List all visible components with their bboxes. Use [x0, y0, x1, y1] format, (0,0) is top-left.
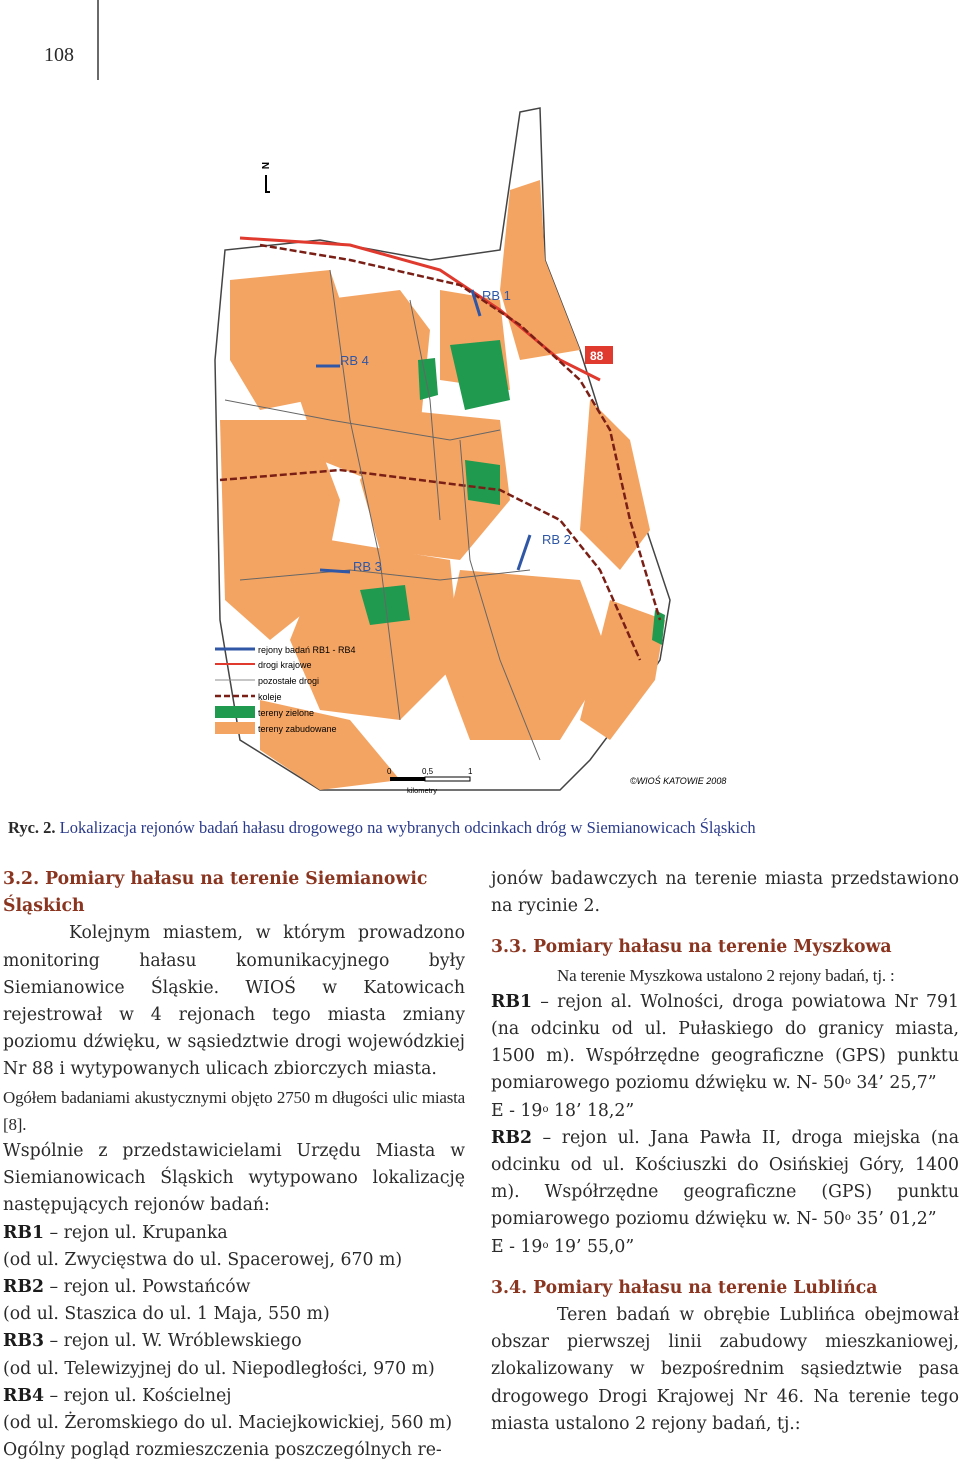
caption-label: Ryc. 2. [8, 818, 56, 837]
scale-unit: kilometry [407, 786, 438, 795]
myszkow-rb2 [491, 1125, 959, 1261]
map-copyright: ©WIOŚ KATOWIE 2008 [630, 776, 727, 786]
region-rb4 [3, 1383, 465, 1410]
road-88-label: 88 [590, 349, 604, 363]
region-description: – rejon al. Wolności, droga powiatowa Nr 791 (na odcinku od ul. Pułaskiego do granicy miasta, 1500 m). Współrzędne geograficzne (GPS) punktu pomiarowego poziomu dźwięku w. N- 50 [491, 991, 959, 1094]
scale-tick-0: 0 [387, 767, 392, 776]
district-map [200, 100, 900, 800]
rb4-label: RB 4 [340, 353, 369, 368]
region-code: RB1 [491, 991, 532, 1012]
legend-label-rb: rejony badań RB1 - RB4 [258, 645, 356, 655]
region-rb1 [3, 1220, 465, 1247]
paragraph-intro: Kolejnym miastem, w którym prowadzono monitoring hałasu komunikacyjnego były Siemianowice Śląskie. WIOŚ w Katowicach rejestrował w 4 rejonach tego miasta zmiany poziomu dźwięku, w sąsiedztwie drogi wojewódzkiej Nr 88 i wytypowanych ulicach zbiorczych miasta. [3, 923, 465, 1080]
degree-sign: o [542, 1239, 549, 1251]
page-divider [97, 0, 99, 80]
degree-sign: o [844, 1212, 851, 1224]
paragraph-overview: Ogólny pogląd rozmieszczenia poszczególnych re- [3, 1440, 442, 1461]
paragraph-myszkow-intro: Na terenie Myszkowa ustalono 2 rejony badań, tj. : [557, 965, 895, 985]
coord-e-prefix: E - 19 [491, 1100, 543, 1121]
page-number: 108 [44, 44, 74, 66]
scale-tick-2: 1 [468, 767, 473, 776]
rb2-label: RB 2 [542, 532, 571, 547]
coord-e-prefix: E - 19 [491, 1236, 543, 1257]
region-description: – rejon ul. Jana Pawła II, droga miejska (na odcinku od ul. Kościuszki do Osińskiej Góry, 1400 m). Współrzędne geograficzne (GPS) punktu pomiarowego poziomu dźwięku w. N- 50 [491, 1127, 959, 1230]
legend-label-green: tereny zielone [258, 708, 315, 718]
north-label: N [259, 162, 270, 170]
region-code: RB3 [3, 1331, 44, 1352]
scale-tick-1: 0,5 [422, 767, 434, 776]
region-code: RB2 [3, 1277, 44, 1298]
region-street: – rejon ul. W. Wróblewskiego [44, 1331, 302, 1352]
region-rb2-extent: (od ul. Staszica do ul. 1 Maja, 550 m) [3, 1304, 330, 1325]
section-heading-3-4: 3.4. Pomiary hałasu na terenie Lublińca [491, 1277, 878, 1298]
legend-label-rail: koleje [258, 692, 282, 702]
paragraph-lubliniec: Teren badań w obrębie Lublińca obejmował obszar pierwszej linii zabudowy mieszkaniowej, zlokalizowany w bezpośrednim sąsiedztwie pasa drogowego Drogi Krajowej Nr 46. Na terenie tego miasta ustalono 2 rejony badań, tj.: [491, 1305, 959, 1434]
legend-label-other: pozostałe drogi [258, 676, 320, 686]
degree-sign: o [844, 1076, 851, 1088]
rb1-label: RB 1 [482, 288, 511, 303]
region-rb2 [3, 1274, 465, 1301]
rb3-label: RB 3 [353, 559, 382, 574]
degree-sign: o [542, 1103, 549, 1115]
region-street: – rejon ul. Krupanka [44, 1222, 228, 1243]
region-code: RB2 [491, 1127, 532, 1148]
coord-e: 18’ 18,2” [548, 1100, 635, 1121]
legend-swatch-built [215, 722, 255, 734]
region-rb3 [3, 1328, 465, 1355]
paragraph-total-length: Ogółem badaniami akustycznymi objęto 2750 m długości ulic miasta [8]. [3, 1087, 465, 1134]
figure-caption [8, 818, 952, 838]
north-arrow-icon [266, 175, 270, 192]
rb3-marker [320, 570, 350, 572]
coord-e: 19’ 55,0” [548, 1236, 635, 1257]
left-column [3, 866, 465, 1464]
region-code: RB4 [3, 1385, 44, 1406]
region-rb3-extent: (od ul. Telewizyjnej do ul. Niepodległości, 970 m) [3, 1358, 435, 1379]
right-column [491, 866, 959, 1438]
legend-swatch-green [215, 706, 255, 718]
region-rb4-extent: (od ul. Żeromskiego do ul. Maciejkowickiej, 560 m) [3, 1413, 453, 1434]
paragraph-regions-intro: Wspólnie z przedstawicielami Urzędu Miasta w Siemianowicach Śląskich wytypowano lokalizację następujących rejonów badań: [3, 1141, 465, 1216]
coord-n: 34’ 25,7” [850, 1073, 937, 1094]
section-heading-3-2: 3.2. Pomiary hałasu na terenie Siemianowic Śląskich [3, 869, 428, 917]
region-rb1-extent: (od ul. Zwycięstwa do ul. Spacerowej, 670 m) [3, 1249, 403, 1270]
region-street: – rejon ul. Kościelnej [44, 1385, 232, 1406]
region-street: – rejon ul. Powstańców [44, 1277, 251, 1298]
coord-n: 35’ 01,2” [850, 1209, 937, 1230]
section-heading-3-3: 3.3. Pomiary hałasu na terenie Myszkowa [491, 937, 892, 958]
legend-label-national: drogi krajowe [258, 660, 312, 670]
caption-text: Lokalizacja rejonów badań hałasu drogowego na wybranych odcinkach dróg w Siemianowicach Śląskich [55, 818, 756, 837]
myszkow-rb1 [491, 989, 959, 1125]
paragraph-continued: jonów badawczych na terenie miasta przedstawiono na rycinie 2. [491, 869, 959, 917]
legend-label-built: tereny zabudowane [258, 724, 337, 734]
region-code: RB1 [3, 1222, 44, 1243]
